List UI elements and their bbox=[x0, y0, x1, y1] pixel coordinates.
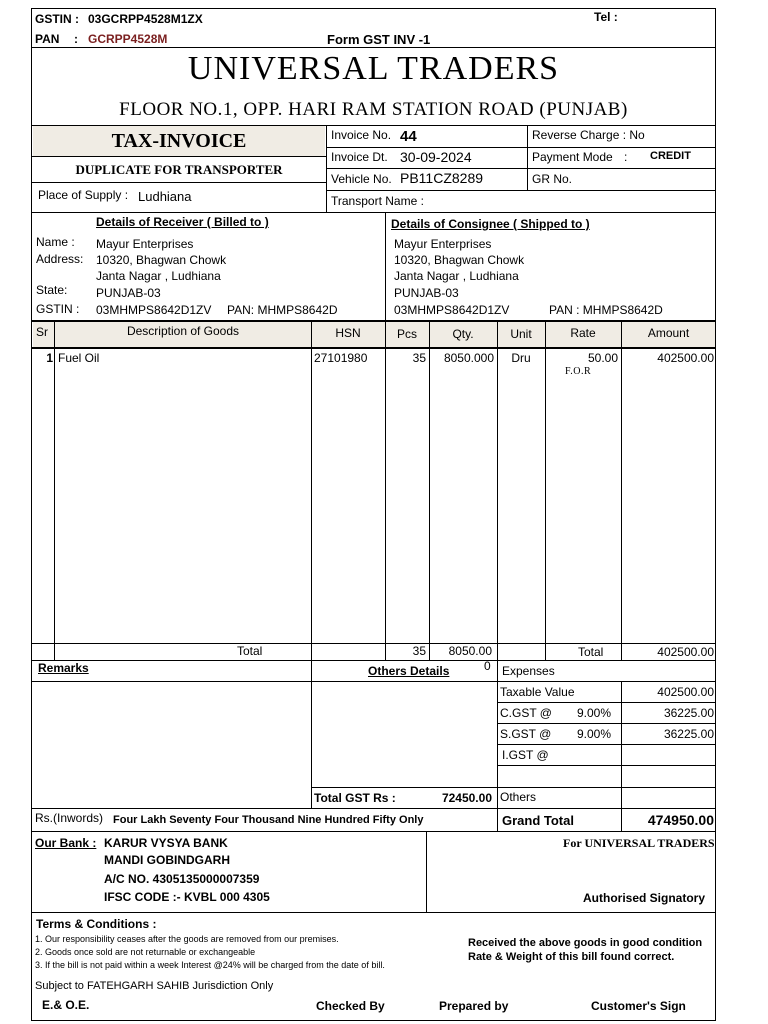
sgst-value: 36225.00 bbox=[663, 727, 714, 741]
receiver-name: Mayur Enterprises bbox=[96, 237, 194, 251]
place-of-supply-value: Ludhiana bbox=[138, 189, 192, 204]
receiver-name-label: Name : bbox=[36, 235, 75, 249]
tax-invoice-bottom bbox=[31, 156, 326, 157]
item-description: Fuel Oil bbox=[58, 351, 100, 365]
receiver-heading: Details of Receiver ( Billed to ) bbox=[96, 215, 269, 229]
gstin-label: GSTIN : bbox=[35, 12, 79, 26]
item-amount: 402500.00 bbox=[657, 351, 714, 365]
col-line-desc bbox=[311, 320, 312, 660]
consignee-name: Mayur Enterprises bbox=[394, 237, 492, 251]
customer-sign: Customer's Sign bbox=[591, 999, 686, 1013]
totals-label: Total bbox=[237, 644, 263, 658]
gr-no-label: GR No. bbox=[532, 172, 573, 186]
others-label: Others bbox=[500, 790, 537, 804]
words-top-line bbox=[31, 808, 716, 809]
consignee-gstin: 03MHMPS8642D1ZV bbox=[394, 303, 510, 317]
words-value: Four Lakh Seventy Four Thousand Nine Hundred Fifty Only bbox=[113, 814, 424, 826]
company-address: FLOOR NO.1, OPP. HARI RAM STATION ROAD (PUNJAB) bbox=[119, 99, 628, 120]
header-divider bbox=[31, 47, 716, 48]
cgst-value: 36225.00 bbox=[663, 706, 714, 720]
col-line-hsn bbox=[385, 320, 386, 660]
info-vertical-mid bbox=[326, 125, 327, 213]
totals-qty: 8050.00 bbox=[448, 644, 492, 658]
totals-amount: 402500.00 bbox=[657, 645, 714, 659]
bank-label: Our Bank : bbox=[35, 836, 97, 850]
receiver-address2: Janta Nagar , Ludhiana bbox=[96, 269, 221, 283]
bank-name: KARUR VYSYA BANK bbox=[104, 836, 228, 850]
bank-bottom-line bbox=[31, 912, 716, 913]
sum-line-1 bbox=[497, 681, 716, 682]
totals-pcs: 35 bbox=[412, 644, 426, 658]
pan-value: GCRPP4528M bbox=[88, 32, 168, 46]
invoice-dt-value: 30-09-2024 bbox=[400, 149, 472, 165]
received-line-2: Rate & Weight of this bill found correct. bbox=[468, 951, 675, 963]
item-rate: 50.00 bbox=[587, 351, 618, 365]
item-unit: Dru bbox=[511, 351, 531, 365]
pan-colon: : bbox=[74, 32, 78, 46]
total-gst-label: Total GST Rs : bbox=[314, 791, 396, 805]
taxable-value: 402500.00 bbox=[657, 685, 714, 699]
payment-mode-value: CREDIT bbox=[650, 150, 691, 162]
info-row2-line bbox=[326, 168, 716, 169]
item-hsn: 27101980 bbox=[314, 351, 368, 365]
reverse-charge: Reverse Charge : No bbox=[532, 128, 645, 142]
tax-invoice-title: TAX-INVOICE bbox=[111, 130, 247, 152]
bank-account: A/C NO. 4305135000007359 bbox=[104, 872, 260, 886]
sum-line-5 bbox=[497, 765, 716, 766]
term-item-3: 3. If the bill is not paid within a week Interest @24% will be charged from the date of bill. bbox=[35, 960, 385, 970]
expenses-label: Expenses bbox=[502, 664, 555, 678]
table-top-line bbox=[31, 320, 716, 322]
bank-branch: MANDI GOBINDGARH bbox=[104, 853, 230, 867]
remarks-line bbox=[31, 681, 497, 682]
consignee-pan: PAN : MHMPS8642D bbox=[549, 303, 663, 317]
receiver-pan: PAN: MHMPS8642D bbox=[227, 303, 338, 317]
eoe-label: E.& O.E. bbox=[42, 998, 90, 1012]
invoice-no-label: Invoice No. bbox=[331, 128, 392, 142]
cgst-rate: 9.00% bbox=[577, 706, 612, 720]
sgst-rate: 9.00% bbox=[577, 727, 612, 741]
others-details-value: 0 bbox=[484, 659, 491, 673]
vehicle-no-label: Vehicle No. bbox=[331, 172, 392, 186]
sgst-label: S.GST @ bbox=[500, 727, 552, 741]
bank-ifsc: IFSC CODE :- KVBL 000 4305 bbox=[104, 890, 270, 904]
receiver-gstin: 03MHMPS8642D1ZV bbox=[96, 303, 212, 317]
info-row1-line bbox=[326, 147, 716, 148]
total-gst-line bbox=[311, 787, 497, 788]
col-header-rate: Rate bbox=[570, 326, 596, 340]
receiver-state: PUNJAB-03 bbox=[96, 286, 161, 300]
others-details-label: Others Details bbox=[368, 664, 450, 678]
receiver-address1: 10320, Bhagwan Chowk bbox=[96, 253, 227, 267]
party-divider bbox=[385, 212, 386, 320]
taxable-value-label: Taxable Value bbox=[500, 685, 575, 699]
totals-bottom-line bbox=[31, 660, 716, 661]
sum-line-2 bbox=[497, 702, 716, 703]
term-item-2: 2. Goods once sold are not returnable or exchangeable bbox=[35, 947, 256, 957]
sum-line-6 bbox=[497, 787, 716, 788]
info-row3-line bbox=[326, 190, 716, 191]
col-header-unit: Unit bbox=[510, 327, 532, 341]
info-vertical-right bbox=[527, 125, 528, 190]
sum-line-3 bbox=[497, 723, 716, 724]
invoice-no-value: 44 bbox=[400, 128, 417, 145]
col-line-rate bbox=[621, 320, 622, 660]
col-header-pcs: Pcs bbox=[396, 327, 417, 341]
col-line-pcs bbox=[429, 320, 430, 660]
table-header-bottom bbox=[31, 347, 716, 349]
place-of-supply-label: Place of Supply : bbox=[38, 188, 129, 202]
info-bottom-line bbox=[31, 212, 716, 213]
pan-label: PAN bbox=[35, 32, 60, 46]
grand-total-label: Grand Total bbox=[502, 813, 574, 828]
item-rate-note: F.O.R bbox=[565, 366, 592, 377]
prepared-by: Prepared by bbox=[439, 999, 509, 1013]
payment-mode-colon: : bbox=[624, 150, 628, 164]
receiver-gstin-label: GSTIN : bbox=[36, 302, 80, 316]
consignee-address1: 10320, Bhagwan Chowk bbox=[394, 253, 525, 267]
col-header-sr: Sr bbox=[36, 325, 48, 339]
copy-label: DUPLICATE FOR TRANSPORTER bbox=[75, 162, 283, 177]
receiver-address-label: Address: bbox=[36, 252, 84, 266]
item-pcs: 35 bbox=[412, 351, 426, 365]
bank-divider bbox=[426, 831, 427, 912]
received-line-1: Received the above goods in good condition bbox=[468, 937, 703, 949]
form-title: Form GST INV -1 bbox=[327, 32, 431, 47]
sum-line-4 bbox=[497, 744, 716, 745]
item-sr: 1 bbox=[46, 351, 53, 365]
payment-mode-label: Payment Mode bbox=[532, 150, 613, 164]
consignee-state: PUNJAB-03 bbox=[394, 286, 459, 300]
grand-total-value: 474950.00 bbox=[647, 812, 714, 828]
col-line-sr bbox=[54, 320, 55, 660]
checked-by: Checked By bbox=[316, 999, 385, 1013]
tel-label: Tel : bbox=[594, 10, 618, 24]
summary-right-divider bbox=[497, 660, 498, 832]
total-gst-value: 72450.00 bbox=[441, 791, 492, 805]
words-label: Rs.(Inwords) bbox=[35, 811, 104, 825]
term-item-1: 1. Our responsibility ceases after the goods are removed from our premises. bbox=[35, 934, 339, 944]
copy-bottom bbox=[31, 182, 326, 183]
consignee-heading: Details of Consignee ( Shipped to ) bbox=[391, 217, 590, 231]
totals-label-right: Total bbox=[578, 645, 604, 659]
remarks-label: Remarks bbox=[38, 661, 89, 675]
terms-heading: Terms & Conditions : bbox=[36, 917, 157, 931]
col-header-qty: Qty. bbox=[452, 327, 474, 341]
transport-name-label: Transport Name : bbox=[331, 194, 424, 208]
igst-label: I.GST @ bbox=[502, 748, 549, 762]
col-line-unit bbox=[545, 320, 546, 660]
jurisdiction: Subject to FATEHGARH SAHIB Jurisdiction Only bbox=[35, 980, 274, 992]
col-header-description: Description of Goods bbox=[126, 324, 240, 338]
receiver-state-label: State: bbox=[36, 283, 68, 297]
invoice-dt-label: Invoice Dt. bbox=[331, 150, 388, 164]
for-company-label: For UNIVERSAL TRADERS bbox=[563, 836, 715, 850]
cgst-label: C.GST @ bbox=[500, 706, 552, 720]
summary-value-divider bbox=[621, 681, 622, 832]
totals-top-line bbox=[31, 643, 716, 644]
authorised-signatory: Authorised Signatory bbox=[583, 891, 706, 905]
col-header-amount: Amount bbox=[647, 326, 690, 340]
company-name: UNIVERSAL TRADERS bbox=[187, 50, 560, 87]
consignee-address2: Janta Nagar , Ludhiana bbox=[394, 269, 519, 283]
words-bottom-line bbox=[31, 831, 716, 832]
col-header-hsn: HSN bbox=[335, 326, 361, 340]
gstin-value: 03GCRPP4528M1ZX bbox=[88, 12, 203, 26]
item-qty: 8050.000 bbox=[443, 351, 494, 365]
vehicle-no-value: PB11CZ8289 bbox=[400, 170, 484, 186]
col-line-qty bbox=[497, 320, 498, 660]
